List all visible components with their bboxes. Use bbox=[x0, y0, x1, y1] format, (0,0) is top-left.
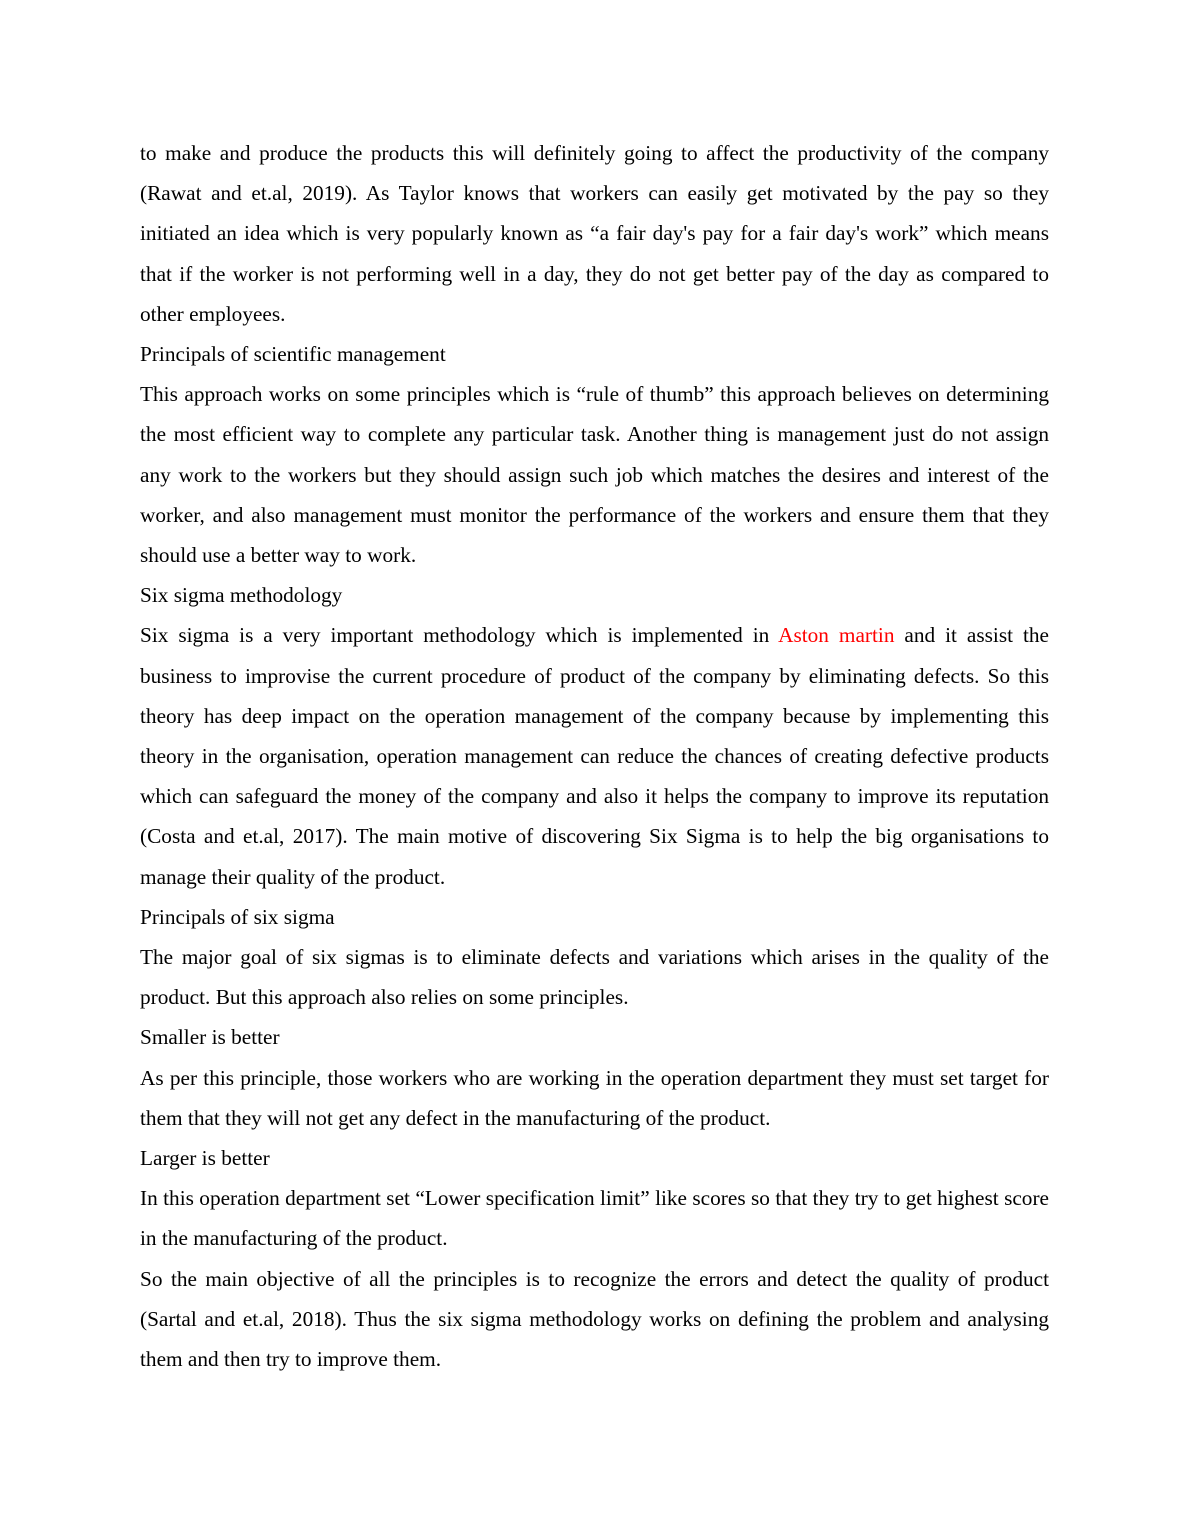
heading-six-sigma-methodology: Six sigma methodology bbox=[140, 583, 343, 608]
document-page bbox=[140, 133, 1049, 1379]
highlighted-company-name: Aston martin bbox=[778, 623, 895, 648]
paragraph-main-objective: So the main objective of all the principles is to recognize the errors and detect the quality of product (Sartal and et.al, 2018). Thus the six sigma methodology works on defining the problem and analysing them and then try to improve them. bbox=[140, 1266, 1049, 1372]
paragraph-rule-of-thumb: This approach works on some principles which is “rule of thumb” this approach believes on determining the most efficient way to complete any particular task. Another thing is management just do not assign any work to the workers but they should assign such job which matches the desires and interest of the worker, and also management must monitor the performance of the workers and ensure them that they should use a better way to work. bbox=[140, 382, 1049, 568]
paragraph-major-goal: The major goal of six sigmas is to eliminate defects and variations which arises in the quality of the product. But this approach also relies on some principles. bbox=[140, 945, 1049, 1010]
heading-principals-six-sigma: Principals of six sigma bbox=[140, 904, 335, 929]
heading-scientific-management: Principals of scientific management bbox=[140, 342, 446, 367]
paragraph-six-sigma bbox=[140, 615, 1049, 896]
heading-smaller-is-better: Smaller is better bbox=[140, 1025, 280, 1050]
paragraph-taylor-pay: to make and produce the products this will definitely going to affect the productivity of the company (Rawat and et.al, 2019). As Taylor knows that workers can easily get motivated by the pay so they initiated an idea which is very popularly known as “a fair day's pay for a fair day's work” which means that if the worker is not performing well in a day, they do not get better pay of the day as compared to other employees. bbox=[140, 141, 1049, 326]
six-sigma-text-end: and it assist the business to improvise the current procedure of product of the company by eliminating defects. So this theory has deep impact on the operation management of the company because by implementing this theory in the organisation, operation management can reduce the chances of creating defective products which can safeguard the money of the company and also it helps the company to improve its reputation (Costa and et.al, 2017). The main motive of discovering Six Sigma is to help the big organisations to manage their quality of the product. bbox=[140, 623, 1049, 889]
heading-larger-is-better: Larger is better bbox=[140, 1146, 270, 1171]
six-sigma-text-start: Six sigma is a very important methodology which is implemented in bbox=[140, 623, 779, 648]
paragraph-smaller-is-better: As per this principle, those workers who are working in the operation department they must set target for them that they will not get any defect in the manufacturing of the product. bbox=[140, 1065, 1049, 1130]
paragraph-larger-is-better: In this operation department set “Lower specification limit” like scores so that they try to get highest score in the manufacturing of the product. bbox=[140, 1186, 1049, 1251]
